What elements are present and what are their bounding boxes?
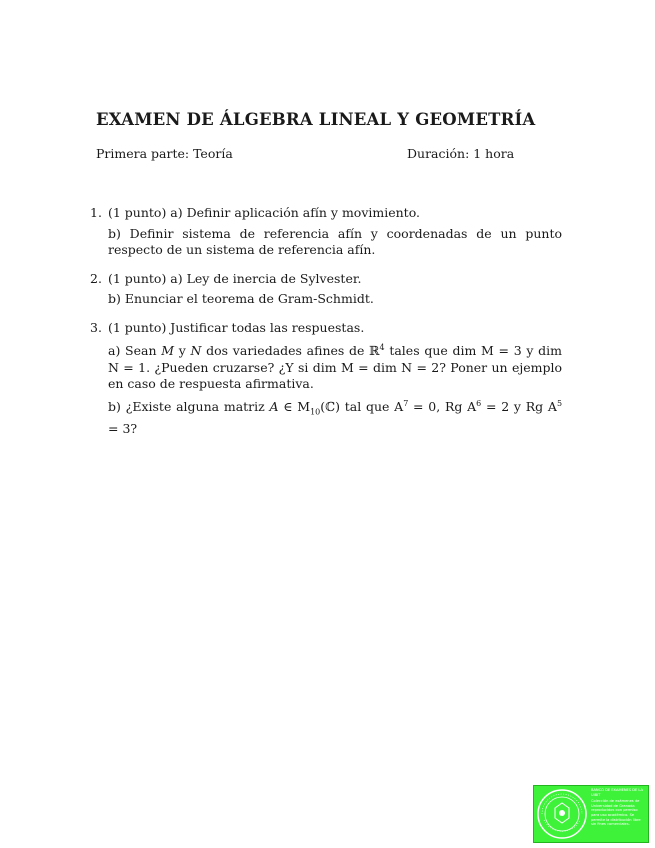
- question-part-b: b) Enunciar el teorema de Gram-Schmidt.: [108, 291, 374, 306]
- question-part-a: a) Sean M y N dos variedades afines de ℝ$^4$ tales que dim M = 3 y dim N = 1. ¿Pueden cruzarse? ¿Y si dim M = dim N = 2? Poner un ejemplo en caso de respuesta afirmativa.: [108, 343, 563, 392]
- university-seal-icon: [536, 788, 588, 840]
- question-part-b: b) ¿Existe alguna matriz A ∈ $M_{10}(ℂ)$ tal que $A^7 = 0$, Rg $A^6 = 2$ y Rg $A^5 = 3$?: [108, 398, 563, 436]
- question-number: 2.: [90, 270, 102, 286]
- question-heading: (1 punto) a) Definir aplicación afín y movimiento.: [108, 205, 420, 220]
- question-list: [90, 205, 562, 449]
- question-number: 3.: [90, 319, 102, 335]
- badge-description: Colección de exámenes de Universidad de Granada reproducidos con permiso para uso académico. Se permite la distribución libre sin fines comerciales.: [591, 799, 641, 827]
- exam-duration: Duración: 1 hora: [407, 146, 515, 161]
- exam-title: EXAMEN DE ÁLGEBRA LINEAL Y GEOMETRÍA: [96, 110, 536, 129]
- exam-bank-badge: [533, 785, 649, 843]
- badge-heading: BANCO DE EXAMENES DE LA UIBIT: [591, 788, 643, 797]
- question-2: [90, 271, 562, 308]
- question-1: [90, 205, 562, 259]
- exam-part: Primera parte: Teoría: [96, 146, 233, 161]
- badge-text: [591, 788, 646, 840]
- question-3: [90, 320, 562, 438]
- question-part-b: b) Definir sistema de referencia afín y coordenadas de un punto respecto de un sistema de referencia afín.: [108, 225, 562, 257]
- question-heading: (1 punto) Justificar todas las respuestas.: [108, 319, 365, 335]
- question-number: 1.: [90, 205, 102, 220]
- question-heading: (1 punto) a) Ley de inercia de Sylvester.: [108, 270, 362, 286]
